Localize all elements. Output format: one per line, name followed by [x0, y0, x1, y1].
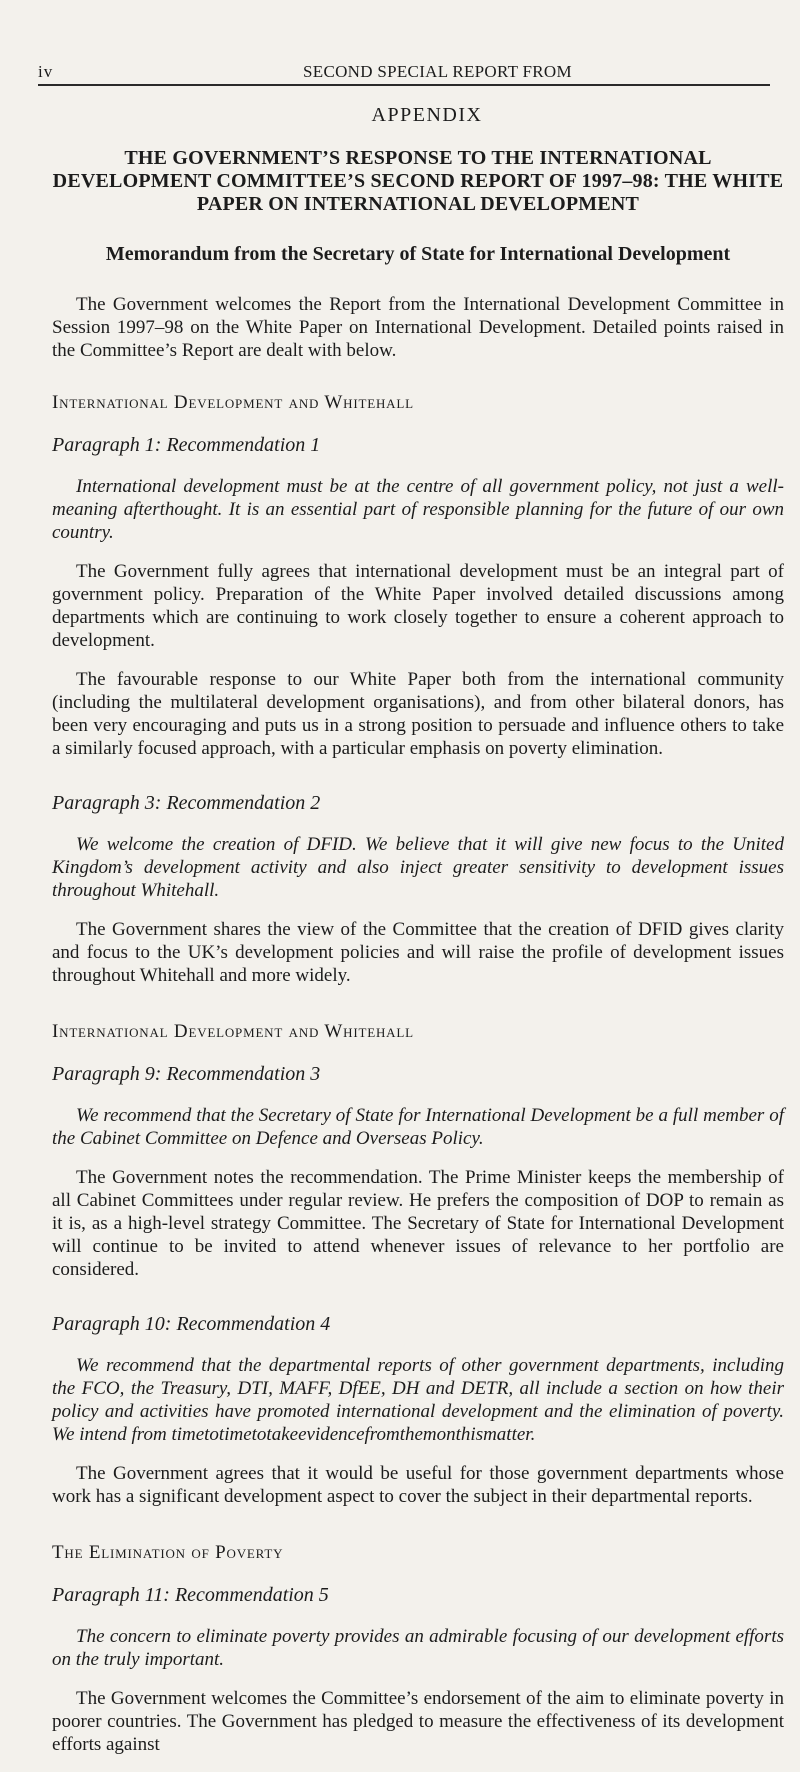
section-heading: International Development and Whitehall — [52, 392, 414, 413]
section-heading: The Elimination of Poverty — [52, 1542, 284, 1563]
response-text: The Government agrees that it would be useful for those government departments whose work has a significant development aspect to cover the subject in their departmental reports. — [52, 1463, 784, 1507]
document-body — [52, 104, 784, 1772]
response-text: The Government shares the view of the Committee that the creation of DFID gives clarity and focus to the UK’s development policies and will raise the profile of development issues throughout Whitehall and more widely. — [52, 919, 784, 986]
appendix-label: APPENDIX — [371, 104, 483, 126]
response-text: The Government fully agrees that international development must be an integral part of government policy. Preparation of the White Paper involved detailed discussions among departments which are continuing to work closely together to ensure a coherent approach to development. — [52, 561, 784, 651]
paragraph-heading: Paragraph 9: Recommendation 3 — [52, 1063, 321, 1085]
paragraph-heading: Paragraph 10: Recommendation 4 — [52, 1313, 331, 1335]
recommendation-text: International development must be at the centre of all government policy, not just a well-meaning afterthought. It is an essential part of responsible planning for the future of our own country. — [52, 476, 784, 543]
response-text: The Government notes the recommendation. The Prime Minister keeps the membership of all Cabinet Committees under regular review. He prefers the composition of DOP to remain as it is, as a high-level strategy Committee. The Secretary of State for International Development will continue to be invited to attend whenever issues of relevance to her portfolio are considered. — [52, 1167, 784, 1280]
recommendation-text: We recommend that the Secretary of State for International Development be a full member of the Cabinet Committee on Defence and Overseas Policy. — [52, 1105, 784, 1149]
response-text: The favourable response to our White Paper both from the international community (including the multilateral development organisations), and from other bilateral donors, has been very encouraging and puts us in a strong position to persuade and influence others to take a similarly focused approach, with a particular emphasis on poverty elimination. — [52, 669, 784, 759]
section-heading: International Development and Whitehall — [52, 1021, 414, 1042]
recommendation-text: We welcome the creation of DFID. We believe that it will give new focus to the United Kingdom’s development activity and also inject greater sensitivity to development issues throughout Whitehall. — [52, 834, 784, 901]
running-head-title: SECOND SPECIAL REPORT FROM — [303, 62, 572, 81]
recommendation-text: The concern to eliminate poverty provides an admirable focusing of our development efforts on the truly important. — [52, 1626, 784, 1670]
intro-paragraph: The Government welcomes the Report from the International Development Committee in Session 1997–98 on the White Paper on International Development. Detailed points raised in the Committee’s Report are dealt with below. — [52, 294, 784, 361]
paragraph-heading: Paragraph 1: Recommendation 1 — [52, 434, 321, 456]
running-head — [38, 62, 770, 86]
main-title: THE GOVERNMENT’S RESPONSE TO THE INTERNATIONAL DEVELOPMENT COMMITTEE’S SECOND REPORT OF 1997–98: THE WHITE PAPER ON INTERNATIONAL DEVELOPMENT — [52, 147, 784, 215]
memo-title: Memorandum from the Secretary of State for International Development — [105, 243, 731, 265]
response-text: The Government welcomes the Committee’s endorsement of the aim to eliminate poverty in poorer countries. The Government has pledged to measure the effectiveness of its development efforts against — [52, 1688, 784, 1755]
paragraph-heading: Paragraph 11: Recommendation 5 — [52, 1584, 329, 1606]
recommendation-text: We recommend that the departmental reports of other government departments, including the FCO, the Treasury, DTI, MAFF, DfEE, DH and DETR, all include a section on how their policy and activities have promoted international development and the elimination of poverty. We intend from timetotimetotakeevidencefromthemonthismatter. — [52, 1355, 784, 1445]
page-number: iv — [38, 62, 54, 81]
paragraph-heading: Paragraph 3: Recommendation 2 — [52, 792, 321, 814]
